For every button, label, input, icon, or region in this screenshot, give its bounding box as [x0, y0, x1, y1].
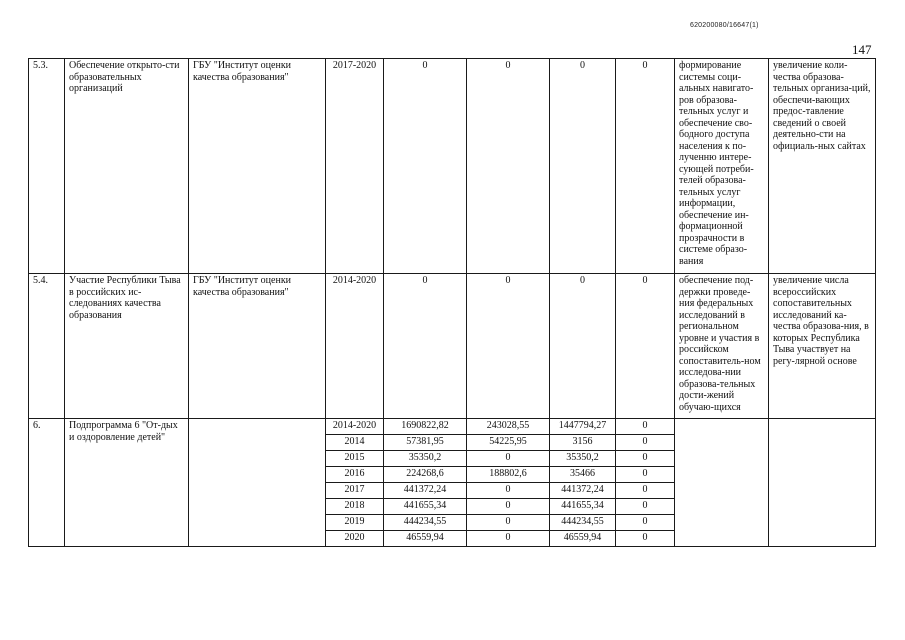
other-amount: 0 — [616, 274, 675, 419]
total-amount: 441372,24 — [384, 483, 467, 499]
federal-amount: 0 — [467, 515, 550, 531]
measure-name: Обеспечение открыто-сти образовательных организаций — [65, 59, 189, 274]
federal-amount: 0 — [467, 499, 550, 515]
republic-amount: 3156 — [550, 435, 616, 451]
program-table — [28, 58, 876, 547]
row-number: 5.3. — [29, 59, 65, 274]
subprogram-name: Подпрограмма 6 "От-дых и оздоровление детей" — [65, 419, 189, 547]
row-number: 6. — [29, 419, 65, 547]
republic-amount: 441655,34 — [550, 499, 616, 515]
federal-amount: 0 — [467, 274, 550, 419]
federal-amount: 243028,55 — [467, 419, 550, 435]
period: 2016 — [326, 467, 384, 483]
result-text: увеличение коли-чества образова-тельных организа-ций, обеспечи-вающих предос-тавление сведений о своей деятельно-сти на официаль-ных сайтах — [769, 59, 876, 274]
republic-amount: 1447794,27 — [550, 419, 616, 435]
republic-amount: 444234,55 — [550, 515, 616, 531]
total-amount: 444234,55 — [384, 515, 467, 531]
table-row — [29, 59, 876, 274]
federal-amount: 54225,95 — [467, 435, 550, 451]
period: 2019 — [326, 515, 384, 531]
period: 2014-2020 — [326, 419, 384, 435]
period: 2017 — [326, 483, 384, 499]
federal-amount: 188802,6 — [467, 467, 550, 483]
other-amount: 0 — [616, 59, 675, 274]
table-row — [29, 419, 876, 435]
other-amount: 0 — [616, 499, 675, 515]
federal-amount: 0 — [467, 59, 550, 274]
other-amount: 0 — [616, 451, 675, 467]
period: 2018 — [326, 499, 384, 515]
document-code: 620200080/16647(1) — [690, 22, 759, 29]
other-amount: 0 — [616, 515, 675, 531]
measure-name: Участие Республики Тыва в российских ис-следованиях качества образования — [65, 274, 189, 419]
other-amount: 0 — [616, 531, 675, 547]
executor: ГБУ "Институт оценки качества образования" — [189, 274, 326, 419]
row-number: 5.4. — [29, 274, 65, 419]
total-amount: 224268,6 — [384, 467, 467, 483]
republic-amount: 0 — [550, 59, 616, 274]
republic-amount: 441372,24 — [550, 483, 616, 499]
indicator-empty — [675, 419, 769, 547]
period: 2015 — [326, 451, 384, 467]
republic-amount: 46559,94 — [550, 531, 616, 547]
other-amount: 0 — [616, 467, 675, 483]
total-amount: 0 — [384, 59, 467, 274]
federal-amount: 0 — [467, 531, 550, 547]
federal-amount: 0 — [467, 483, 550, 499]
period: 2014 — [326, 435, 384, 451]
period: 2020 — [326, 531, 384, 547]
republic-amount: 0 — [550, 274, 616, 419]
other-amount: 0 — [616, 435, 675, 451]
page-number: 147 — [852, 42, 872, 57]
period: 2014-2020 — [326, 274, 384, 419]
indicator-text: обеспечение под-держки проведе-ния федеральных исследований в региональном уровне и участия в российском сопоставитель-ном исследова-нии образова-тельных дости-жений обучаю-щихся — [675, 274, 769, 419]
executor-empty — [189, 419, 326, 547]
total-amount: 0 — [384, 274, 467, 419]
total-amount: 441655,34 — [384, 499, 467, 515]
republic-amount: 35350,2 — [550, 451, 616, 467]
executor: ГБУ "Институт оценки качества образования" — [189, 59, 326, 274]
table-row — [29, 274, 876, 419]
other-amount: 0 — [616, 483, 675, 499]
indicator-text: формирование системы соци-альных навигато-ров образова-тельных услуг и обеспечение сво-бодного доступа населения к по-лученню интере-сующей потреби-телей образова-тельных услуг информации, обеспечение ин-формационной прозрачности в системе образо-вания — [675, 59, 769, 274]
period: 2017-2020 — [326, 59, 384, 274]
total-amount: 1690822,82 — [384, 419, 467, 435]
other-amount: 0 — [616, 419, 675, 435]
republic-amount: 35466 — [550, 467, 616, 483]
total-amount: 57381,95 — [384, 435, 467, 451]
total-amount: 46559,94 — [384, 531, 467, 547]
federal-amount: 0 — [467, 451, 550, 467]
total-amount: 35350,2 — [384, 451, 467, 467]
result-text: увеличение числа всероссийских сопоставительных исследований ка-чества образова-ния, в которых Республика Тыва участвует на регу-лярной основе — [769, 274, 876, 419]
result-empty — [769, 419, 876, 547]
